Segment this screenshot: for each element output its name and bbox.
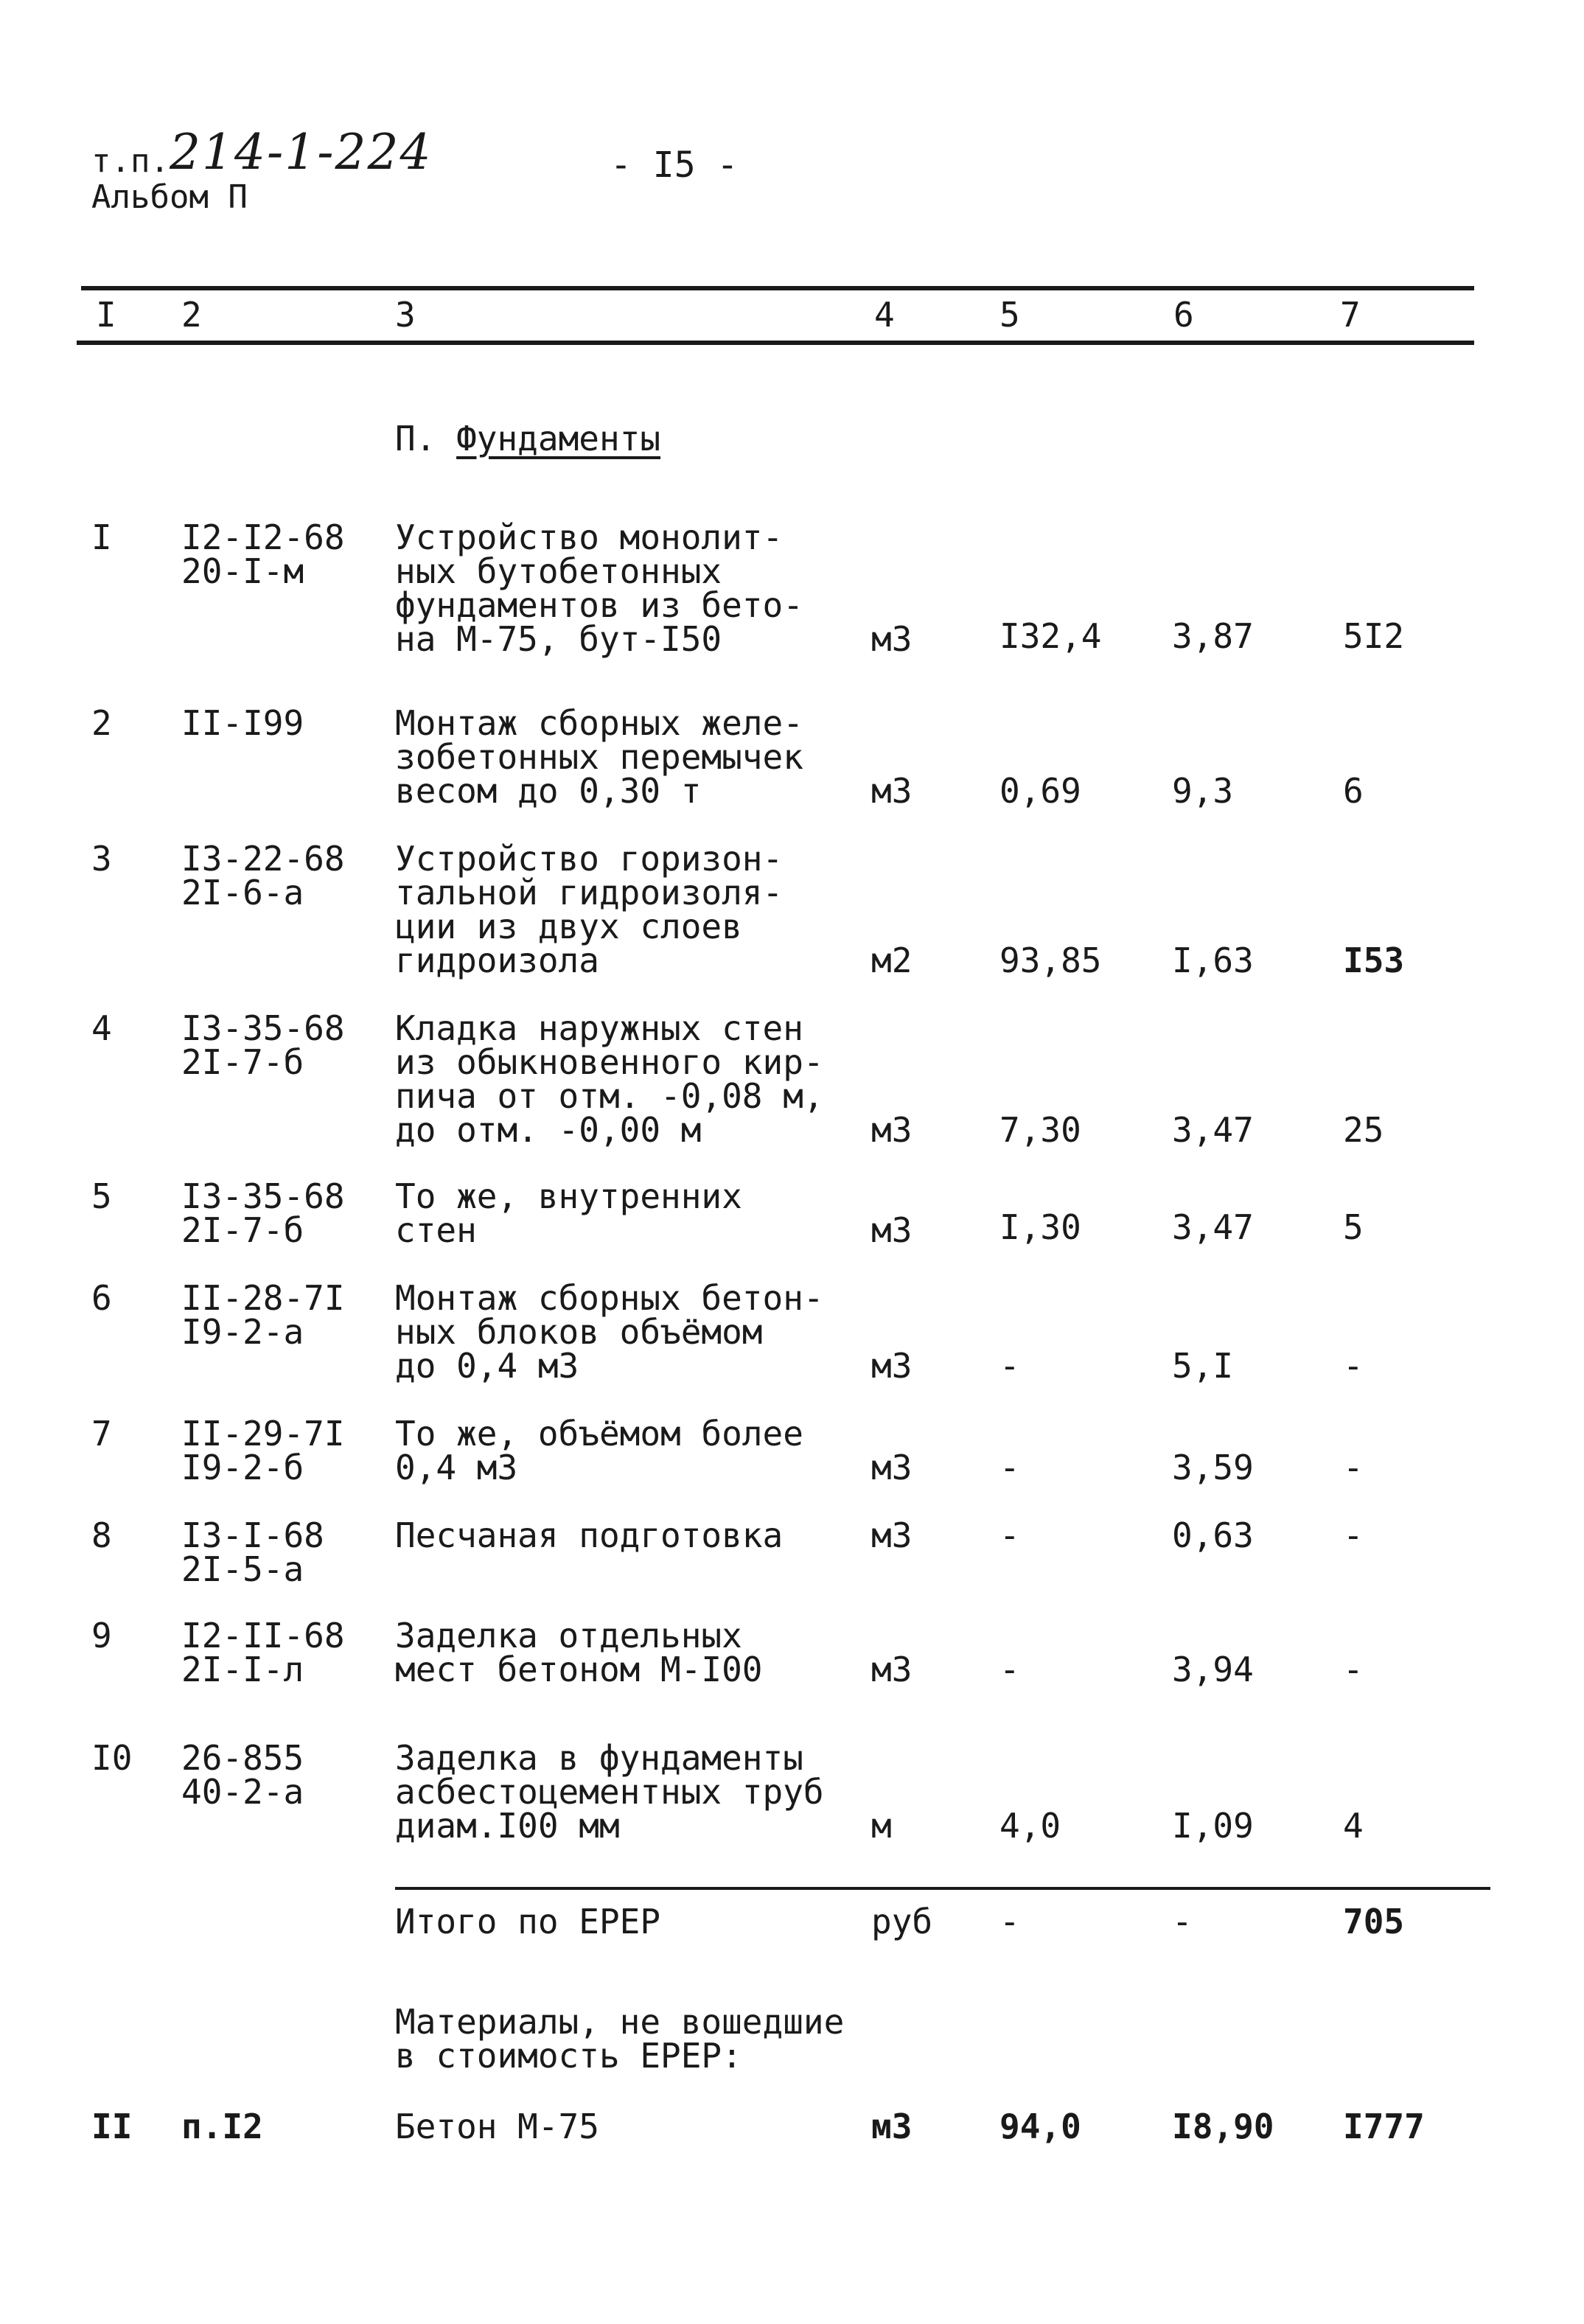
table-top-rule <box>81 286 1474 290</box>
norm-code: I3-22-68 <box>181 839 345 879</box>
quantity: 0,69 <box>999 771 1081 811</box>
work-name-line: стен <box>395 1210 477 1250</box>
norm-code-sub: 2I-7-б <box>181 1042 304 1082</box>
section-name: Фундаменты <box>456 419 661 458</box>
column-number-1: I <box>96 295 116 335</box>
work-name-line: Кладка наружных стен <box>395 1008 803 1048</box>
unit: м2 <box>871 941 913 980</box>
work-name-line: тальной гидроизоля- <box>395 873 784 912</box>
row-number: 9 <box>91 1616 112 1655</box>
tp-number-handwritten: 214-1-224 <box>169 124 433 181</box>
quantity: I,30 <box>999 1207 1081 1247</box>
norm-code-sub: I9-2-б <box>181 1448 304 1487</box>
unit-price: 0,63 <box>1172 1515 1254 1555</box>
quantity: I32,4 <box>999 616 1102 656</box>
quantity: 93,85 <box>999 941 1102 980</box>
row-number: II <box>91 2107 133 2146</box>
work-name-line: из обыкновенного кир- <box>395 1042 824 1082</box>
work-name-line: ции из двух слоев <box>395 907 742 946</box>
norm-code-sub: I9-2-а <box>181 1312 304 1352</box>
unit-price: 3,87 <box>1172 616 1254 656</box>
row-number: 3 <box>91 839 112 879</box>
unit: м3 <box>871 2107 913 2146</box>
total-cost: 25 <box>1343 1110 1384 1150</box>
work-name-line: весом до 0,30 т <box>395 771 702 811</box>
norm-code: I2-II-68 <box>181 1616 345 1655</box>
work-name-line: Устройство монолит- <box>395 517 784 557</box>
unit: м3 <box>871 1650 913 1689</box>
work-name-line: Заделка в фундаменты <box>395 1738 803 1778</box>
section-prefix: П. <box>395 419 436 458</box>
row-number: I0 <box>91 1738 133 1778</box>
row-number: 7 <box>91 1414 112 1454</box>
total-cost: I777 <box>1343 2107 1425 2146</box>
work-name-line: То же, внутренних <box>395 1176 742 1216</box>
quantity: - <box>999 1515 1020 1555</box>
unit-price: 3,47 <box>1172 1110 1254 1150</box>
norm-code: II-28-7I <box>181 1278 345 1318</box>
work-name-line: фундаментов из бето- <box>395 585 803 625</box>
work-name-line: пича от отм. -0,08 м, <box>395 1076 824 1116</box>
work-name-line: на М-75, бут-I50 <box>395 619 722 659</box>
row-number: 5 <box>91 1176 112 1216</box>
row-number: 4 <box>91 1008 112 1048</box>
work-name-line: до отм. -0,00 м <box>395 1110 702 1150</box>
page-number: - I5 - <box>610 144 739 186</box>
total-cost: - <box>1343 1448 1364 1487</box>
total-quantity: - <box>999 1902 1020 1941</box>
total-price: - <box>1172 1902 1193 1941</box>
work-name-line: асбестоцементных труб <box>395 1772 824 1812</box>
norm-code: I2-I2-68 <box>181 517 345 557</box>
work-name-line: Заделка отдельных <box>395 1616 742 1655</box>
norm-code: 26-855 <box>181 1738 304 1778</box>
work-name-line: Устройство горизон- <box>395 839 784 879</box>
row-number: 8 <box>91 1515 112 1555</box>
column-number-2: 2 <box>181 295 202 335</box>
unit-price: 3,59 <box>1172 1448 1254 1487</box>
document-reference <box>91 124 433 181</box>
unit-price: I,63 <box>1172 941 1254 980</box>
row-number: I <box>91 517 112 557</box>
norm-code-sub: 2I-5-а <box>181 1549 304 1589</box>
norm-code: I3-I-68 <box>181 1515 324 1555</box>
total-unit: руб <box>871 1902 933 1941</box>
materials-note-line: в стоимость ЕРЕР: <box>395 2036 742 2076</box>
norm-code-sub: 2I-7-б <box>181 1210 304 1250</box>
total-cost: 5 <box>1343 1207 1364 1247</box>
work-name-line: до 0,4 м3 <box>395 1346 579 1386</box>
material-name: Бетон М-75 <box>395 2107 599 2146</box>
total-cost: 6 <box>1343 771 1364 811</box>
work-name-line: Монтаж сборных бетон- <box>395 1278 824 1318</box>
work-name-line: ных бутобетонных <box>395 551 722 591</box>
work-name-line: 0,4 м3 <box>395 1448 518 1487</box>
unit-price: 3,47 <box>1172 1207 1254 1247</box>
unit: м3 <box>871 1515 913 1555</box>
work-name-line: мест бетоном М-I00 <box>395 1650 763 1689</box>
column-number-6: 6 <box>1173 295 1194 335</box>
quantity: 4,0 <box>999 1806 1061 1846</box>
total-cost: 4 <box>1343 1806 1364 1846</box>
unit-price: 5,I <box>1172 1346 1234 1386</box>
norm-code: II-29-7I <box>181 1414 345 1454</box>
total-cost: I53 <box>1343 941 1405 980</box>
album-label: Альбом П <box>91 178 248 216</box>
quantity: - <box>999 1448 1020 1487</box>
total-divider-rule <box>395 1887 1490 1890</box>
row-number: 2 <box>91 703 112 743</box>
norm-code-sub: 2I-6-а <box>181 873 304 912</box>
work-name-line: ных блоков объёмом <box>395 1312 763 1352</box>
unit-price: 3,94 <box>1172 1650 1254 1689</box>
column-number-3: 3 <box>395 295 416 335</box>
unit: м3 <box>871 1210 913 1250</box>
total-cost: 5I2 <box>1343 616 1405 656</box>
total-cost: - <box>1343 1650 1364 1689</box>
table-header-rule <box>77 341 1474 345</box>
norm-code: I3-35-68 <box>181 1008 345 1048</box>
quantity: - <box>999 1650 1020 1689</box>
unit: м3 <box>871 1448 913 1487</box>
work-name-line: диам.I00 мм <box>395 1806 620 1846</box>
unit: м3 <box>871 619 913 659</box>
work-name-line: гидроизола <box>395 941 599 980</box>
row-number: 6 <box>91 1278 112 1318</box>
quantity: 94,0 <box>999 2107 1081 2146</box>
tp-prefix: т.п. <box>91 142 170 180</box>
section-title <box>395 419 660 458</box>
total-sum: 705 <box>1343 1902 1405 1941</box>
total-cost: - <box>1343 1346 1364 1386</box>
quantity: 7,30 <box>999 1110 1081 1150</box>
norm-code: II-I99 <box>181 703 304 743</box>
unit-price: I,09 <box>1172 1806 1254 1846</box>
column-number-5: 5 <box>999 295 1020 335</box>
norm-code-sub: 2I-I-л <box>181 1650 304 1689</box>
unit-price: 9,3 <box>1172 771 1234 811</box>
norm-code: п.I2 <box>181 2107 263 2146</box>
norm-code-sub: 20-I-м <box>181 551 304 591</box>
norm-code: I3-35-68 <box>181 1176 345 1216</box>
work-name-line: То же, объёмом более <box>395 1414 803 1454</box>
total-cost: - <box>1343 1515 1364 1555</box>
column-number-4: 4 <box>874 295 895 335</box>
work-name-line: Монтаж сборных желе- <box>395 703 803 743</box>
norm-code-sub: 40-2-а <box>181 1772 304 1812</box>
materials-note-line: Материалы, не вошедшие <box>395 2002 845 2042</box>
column-number-7: 7 <box>1340 295 1361 335</box>
unit-price: I8,90 <box>1172 2107 1274 2146</box>
total-label: Итого по ЕРЕР <box>395 1902 661 1941</box>
unit: м3 <box>871 1346 913 1386</box>
quantity: - <box>999 1346 1020 1386</box>
unit: м3 <box>871 1110 913 1150</box>
work-name-line: зобетонных перемычек <box>395 737 803 777</box>
unit: м <box>871 1806 892 1846</box>
work-name-line: Песчаная подготовка <box>395 1515 784 1555</box>
unit: м3 <box>871 771 913 811</box>
